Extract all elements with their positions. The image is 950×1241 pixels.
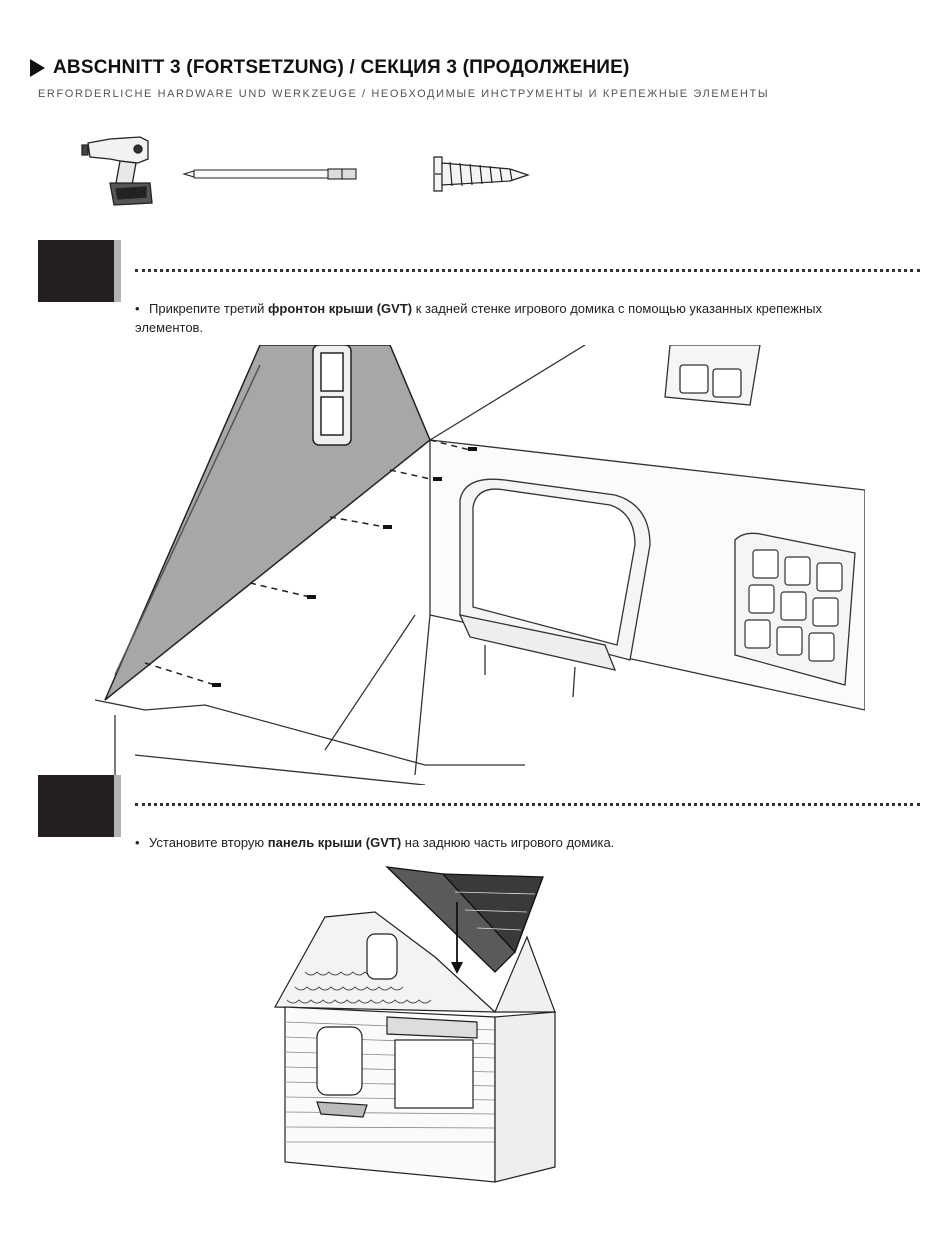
step-1-text-after: к задней стенке игрового домика с помощью указанных крепежных элементов.	[135, 301, 822, 335]
step-1-box-edge	[114, 240, 121, 302]
step-1-box	[38, 240, 114, 302]
step-1-text-before: Прикрепите третий	[149, 301, 269, 316]
step-2-instruction: • Установите вторую панель крыши (GVT) на заднюю часть игрового домика.	[135, 835, 615, 850]
screw-icon	[434, 157, 528, 191]
step-2-illustration	[265, 862, 565, 1192]
screwdriver-bit-icon	[184, 169, 356, 179]
tools-row	[80, 125, 560, 215]
step-1-illustration	[85, 345, 865, 785]
step-1-part-name: фронтон крыши (GVT)	[268, 301, 413, 316]
step-1-instruction: • Прикрепите третий фронтон крыши (GVT) к задней стенке игрового домика с помощью указанных крепежных элементов.	[135, 301, 822, 335]
section-subtitle: ERFORDERLICHE HARDWARE UND WERKZEUGE / НЕОБХОДИМЫЕ ИНСТРУМЕНТЫ И КРЕПЕЖНЫЕ ЭЛЕМЕНТЫ	[38, 88, 770, 100]
step-2-box-edge	[114, 775, 121, 837]
play-triangle-icon	[30, 59, 45, 77]
step-2-divider	[135, 803, 920, 806]
section-title-text: ABSCHNITT 3 (FORTSETZUNG) / СЕКЦИЯ 3 (ПРОДОЛЖЕНИЕ)	[53, 57, 630, 78]
drill-icon	[82, 137, 152, 205]
section-title	[30, 57, 630, 79]
step-1-divider	[135, 269, 920, 272]
step-2-part-name: панель крыши (GVT)	[267, 835, 402, 850]
step-2-box	[38, 775, 114, 837]
step-2-text-before: Установите вторую	[149, 835, 268, 850]
step-2-text-after: на заднюю часть игрового домика.	[401, 835, 615, 850]
